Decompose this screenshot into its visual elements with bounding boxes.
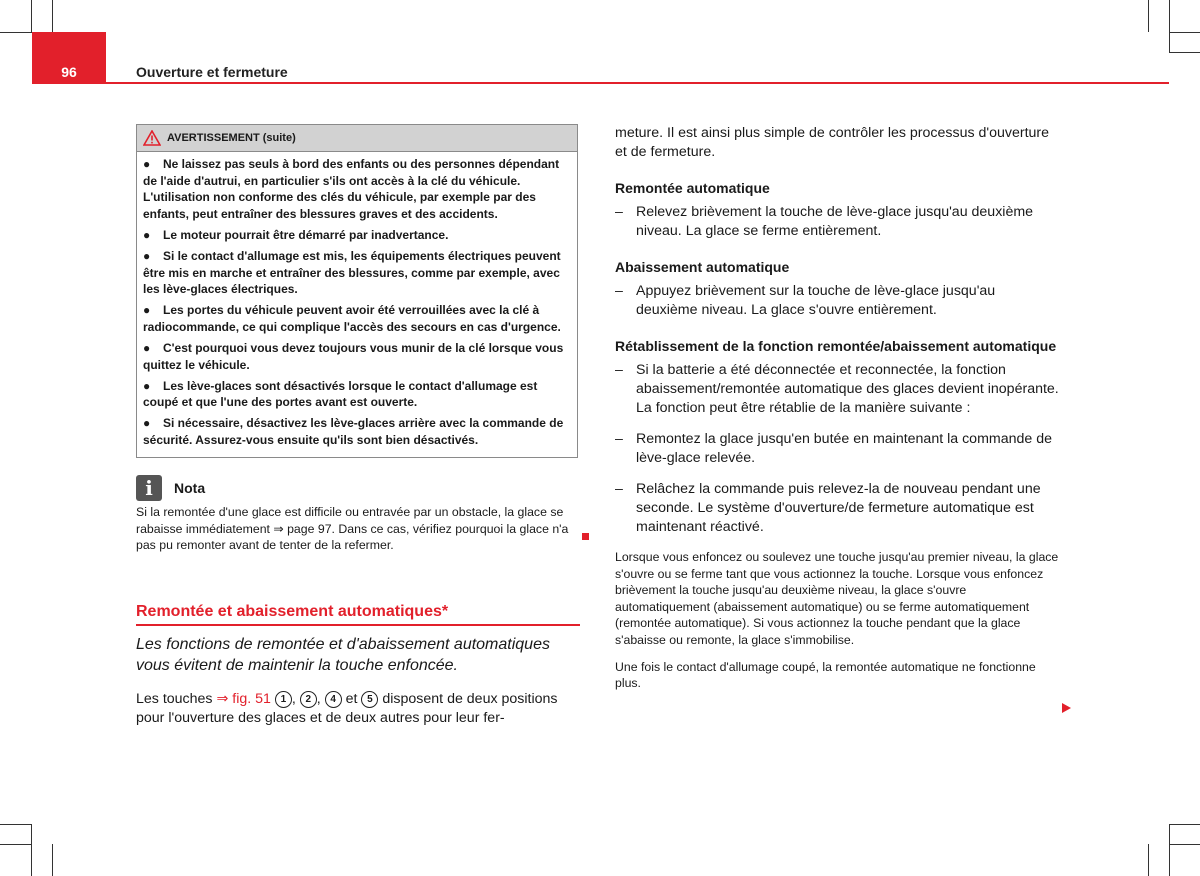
subheading-remontee: Remontée automatique <box>615 180 770 196</box>
crop-mark <box>31 0 32 32</box>
crop-mark <box>31 824 32 876</box>
header-rule <box>106 82 1169 84</box>
bullet-icon: ● <box>143 248 151 263</box>
callout-2: 2 <box>300 691 317 708</box>
note-paragraph: Lorsque vous enfoncez ou soulevez une touche jusqu'au premier niveau, la glace s'ouvre ou se ferme tant que vous actionnez la touche. Lorsque vous enfoncez brièvement la touche jusqu'au deuxième niveau, la glace s'ouvre automatiquement (abaissement automatique) ou se ferme automatiquement (remontée automatique). Si vous actionnez la touche pendant que la glace s'abaisse ou remonte, la glace s'immobilise. <box>615 550 1059 647</box>
crop-mark <box>1169 32 1200 33</box>
crop-mark <box>1169 824 1170 876</box>
warning-item: ● Si le contact d'allumage est mis, les équipements électriques peuvent être mis en marche et entraîner des blessures, comme par exemple, avec les lève-glaces électriques. <box>143 248 561 297</box>
crop-mark <box>1169 844 1200 845</box>
continuation-text: meture. Il est ainsi plus simple de contrôler les processus d'ouverture et de fermeture. <box>615 125 1050 160</box>
warning-box <box>136 124 578 458</box>
section-body: Les touches ⇒ fig. 51 1 , 2 , 4 et 5 disposent de deux positions pour l'ouverture des glaces et de deux autres pour leur fer- <box>136 690 558 726</box>
crop-mark <box>1148 844 1149 876</box>
figure-link[interactable]: ⇒ fig. 51 <box>216 690 271 707</box>
continue-arrow-icon <box>1062 703 1071 713</box>
info-icon: i <box>136 475 162 501</box>
section-title: Remontée et abaissement automatiques* <box>136 603 580 626</box>
section-lead: Les fonctions de remontée et d'abaissement automatiques vous évitent de maintenir la touche enfoncée. <box>136 635 550 674</box>
list-item: – Relâchez la commande puis relevez-la de nouveau pendant une seconde. Le système d'ouverture/de fermeture automatique est maintenant réactivé. <box>615 481 1041 535</box>
list-item: – Appuyez brièvement sur la touche de lève-glace jusqu'au deuxième niveau. La glace s'ouvre entièrement. <box>615 283 996 318</box>
crop-mark <box>1148 0 1149 32</box>
bullet-icon: ● <box>143 227 151 242</box>
crop-mark <box>0 844 32 845</box>
crop-mark <box>0 824 32 825</box>
list-item: – Remontez la glace jusqu'en butée en maintenant la commande de lève-glace relevée. <box>615 431 1052 466</box>
chapter-title: Ouverture et fermeture <box>136 64 288 80</box>
page-number: 96 <box>61 64 77 80</box>
bullet-icon: ● <box>143 303 151 318</box>
crop-mark <box>0 32 32 33</box>
bullet-icon: ● <box>143 416 151 431</box>
warning-title: AVERTISSEMENT (suite) <box>167 132 296 144</box>
warning-body <box>137 152 577 457</box>
warning-item: ● C'est pourquoi vous devez toujours vous munir de la clé lorsque vous quittez le véhicule. <box>143 340 564 372</box>
warning-header <box>137 125 577 152</box>
nota-title: Nota <box>174 480 206 496</box>
bullet-icon: ● <box>143 340 151 355</box>
subheading-abaissement: Abaissement automatique <box>615 259 790 275</box>
right-column <box>615 124 1060 692</box>
bullet-icon: ● <box>143 378 151 393</box>
crop-mark <box>52 0 53 32</box>
crop-mark <box>1169 52 1200 53</box>
list-item: – Relevez brièvement la touche de lève-glace jusqu'au deuxième niveau. La glace se ferme entièrement. <box>615 204 1034 239</box>
note-paragraph: Une fois le contact d'allumage coupé, la remontée automatique ne fonctionne plus. <box>615 659 1036 691</box>
page-number-box <box>32 32 106 84</box>
callout-1: 1 <box>275 691 292 708</box>
nota-header <box>136 474 580 502</box>
list-item: – Si la batterie a été déconnectée et reconnectée, la fonction abaissement/remontée automatique des glaces devient inopérante. La fonction peut être rétablie de la manière suivante : <box>615 362 1059 416</box>
callout-5: 5 <box>361 691 378 708</box>
warning-item: ● Le moteur pourrait être démarré par inadvertance. <box>143 227 449 242</box>
left-column <box>136 124 580 728</box>
warning-item: ● Ne laissez pas seuls à bord des enfants ou des personnes dépendant de l'aide d'autrui, en particulier s'ils ont accès à la clé du véhicule. L'utilisation non conforme des clés du véhicule, par exemple par des enfants, peut entraîner des blessures graves et des accidents. <box>143 157 560 221</box>
crop-mark <box>1169 0 1170 52</box>
warning-item: ● Les lève-glaces sont désactivés lorsque le contact d'allumage est coupé et que l'une des portes avant est ouverte. <box>143 378 538 410</box>
page-link[interactable]: page 97 <box>287 521 332 536</box>
warning-item: ● Si nécessaire, désactivez les lève-glaces arrière avec la commande de sécurité. Assurez-vous ensuite qu'ils sont bien désactivés. <box>143 416 564 447</box>
subheading-retablissement: Rétablissement de la fonction remontée/abaissement automatique <box>615 338 1057 354</box>
end-of-section-marker <box>582 533 589 540</box>
crop-mark <box>1169 824 1200 825</box>
callout-4: 4 <box>325 691 342 708</box>
bullet-icon: ● <box>143 157 151 171</box>
crop-mark <box>52 844 53 876</box>
warning-triangle-icon <box>143 130 161 146</box>
nota-text: Si la remontée d'une glace est difficile ou entravée par un obstacle, la glace se rabaisse immédiatement ⇒ page 97. Dans ce cas, vérifiez pourquoi la glace n'a pas pu remonter avant de tenter de la refermer. <box>136 505 569 553</box>
warning-item: ● Les portes du véhicule peuvent avoir été verrouillées avec la clé à radiocommande, ce qui complique l'accès des secours en cas d'urgence. <box>143 303 561 334</box>
